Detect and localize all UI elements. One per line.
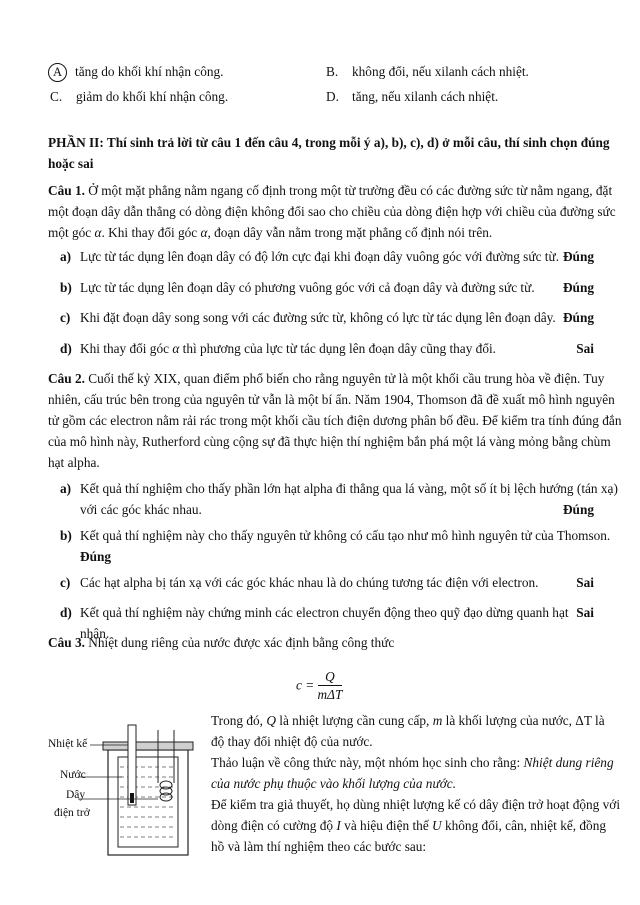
option-d[interactable] (326, 87, 498, 107)
q1-item-a-text: Lực từ tác dụng lên đoạn dây có độ lớn cực đại khi đoạn dây vuông góc với đường sức từ. (80, 249, 560, 264)
q3-p2-line1: Thảo luận về công thức này, một nhóm học sinh cho rằng: Nhiệt dung riêng (211, 755, 614, 770)
q3-label: Câu 3. (48, 635, 85, 650)
formula-denominator: mΔT (317, 687, 343, 702)
label-wire-2: điện trở (54, 807, 90, 819)
formula-numerator: Q (318, 668, 343, 686)
q1-item-d-answer: Sai (576, 341, 594, 356)
q2-item-a-line2: với các góc khác nhau. (80, 502, 202, 517)
q1-item-d-text: Khi thay đổi góc α thì phương của lực từ tác dụng lên đoạn dây cũng thay đổi. (80, 341, 496, 356)
option-a[interactable] (48, 62, 223, 82)
label-thermometer: Nhiệt kế (48, 738, 88, 750)
q3-p3-line1: Để kiểm tra giả thuyết, họ dùng nhiệt lượng kế có dây điện trở hoạt động với (211, 797, 621, 812)
q2-item-a[interactable]: a) Kết quả thí nghiệm cho thấy phần lớn hạt alpha đi thẳng qua lá vàng, một số ít bị lệch hướng (tán xạ) với các góc khác nhau. Đúng (60, 478, 594, 520)
q3-formula (296, 668, 342, 703)
option-a-text: tăng do khối khí nhận công. (75, 64, 224, 79)
option-b-letter: B. (326, 64, 339, 79)
q1-item-c-text: Khi đặt đoạn dây song song với các đường sức từ, không có lực từ tác dụng lên đoạn dây. (80, 310, 556, 325)
q1-item-a-answer: Đúng (562, 249, 594, 264)
q2-item-c-answer: Sai (576, 575, 594, 590)
q2-line3: tử gồm các electron nằm rải rác trong một khối cầu tích điện dương phân bố đều. Để kiểm tra tính đúng đắn (48, 413, 622, 428)
q1-line2: một đoạn dây dẫn thẳng có dòng điện không đổi sao cho chiều của dòng điện hợp với chiều của đường sức (48, 204, 616, 219)
q1-line1: Câu 1. Ở một mặt phẳng nằm ngang cố định trong một từ trường đều có các đường sức từ nằm ngang, đặt (48, 183, 613, 198)
q2-item-a-line1: Kết quả thí nghiệm cho thấy phần lớn hạt alpha đi thẳng qua lá vàng, một số ít bị lệch hướng (tán xạ) (80, 481, 618, 496)
q2-item-d-text: Kết quả thí nghiệm này chứng minh các electron chuyển động theo quỹ đạo dừng quanh hạt nhân. (80, 605, 569, 641)
formula-fraction (318, 668, 343, 703)
label-wire-1: Dây (66, 789, 86, 801)
q3-p3-line2: dòng điện có cường độ I và hiệu điện thế U không đổi, cân, nhiệt kế, đồng (211, 818, 606, 833)
q2-item-d-answer: Sai (576, 605, 594, 620)
q1-item-b-answer: Đúng (562, 280, 594, 295)
option-c[interactable] (50, 87, 228, 107)
option-b-text: không đổi, nếu xilanh cách nhiệt. (352, 64, 529, 79)
q1-label: Câu 1. (48, 183, 85, 198)
option-c-letter: C. (50, 89, 63, 104)
part2-heading-line1: PHẦN II: Thí sinh trả lời từ câu 1 đến câu 4, trong mỗi ý a), b), c), d) ở mỗi câu, thí sinh chọn đúng (48, 135, 610, 150)
option-d-text: tăng, nếu xilanh cách nhiệt. (352, 89, 499, 104)
q2-item-b-line1: Kết quả thí nghiệm này cho thấy nguyên tử không có cấu tạo như mô hình nguyên tử của Thomson. (80, 528, 611, 543)
label-water: Nước (60, 769, 86, 781)
q1-item-c-answer: Đúng (562, 310, 594, 325)
q2-line4: của mô hình này, Rutherford cùng cộng sự đã thực hiện thí nghiệm bắn phá một lá vàng mỏng bằng chùm (48, 434, 611, 449)
q2-item-b-answer: Đúng (80, 549, 112, 564)
q3-intro: Câu 3. Nhiệt dung riêng của nước được xác định bằng công thức (48, 635, 395, 650)
calorimeter-diagram (40, 715, 210, 865)
option-c-text: giảm do khối khí nhận công. (76, 89, 229, 104)
q2-line5: hạt alpha. (48, 455, 100, 470)
option-a-letter: A (48, 63, 67, 82)
q3-p1-line2: độ thay đổi nhiệt độ của nước. (211, 734, 373, 749)
q2-item-c-text: Các hạt alpha bị tán xạ với các góc khác nhau là do chúng tương tác điện với electron. (80, 575, 539, 590)
q3-p1-line1: Trong đó, Q là nhiệt lượng cần cung cấp, m là khối lượng của nước, ΔT là (211, 713, 605, 728)
q2-label: Câu 2. (48, 371, 85, 386)
q2-line1: Câu 2. Cuối thế kỷ XIX, quan điểm phổ biến cho rằng nguyên tử là một khối cầu trung hòa về điện. Tuy (48, 371, 605, 386)
q3-p3-line3: hồ và làm thí nghiệm theo các bước sau: (211, 839, 427, 854)
option-d-letter: D. (326, 89, 339, 104)
formula-lhs: c = (296, 677, 315, 693)
q1-line3: một góc α. Khi thay đổi góc α, đoạn dây vẫn nằm trong mặt phẳng cố định nói trên. (48, 225, 493, 240)
q2-item-a-answer: Đúng (562, 502, 594, 517)
q2-line2: nhiên, cấu trúc bên trong của nguyên tử vẫn là một bí ẩn. Năm 1904, Thomson đã đề xuất mô hình nguyên (48, 392, 615, 407)
q2-item-b[interactable]: b) Kết quả thí nghiệm này cho thấy nguyên tử không có cấu tạo như mô hình nguyên tử của Thomson. Đúng (60, 525, 594, 567)
part2-heading-line2: hoặc sai (48, 156, 94, 171)
q3-p2-line2: của nước phụ thuộc vào khối lượng của nước. (211, 776, 457, 791)
q1-item-b-text: Lực từ tác dụng lên đoạn dây có phương vuông góc với cả đoạn dây và đường sức từ. (80, 280, 535, 295)
option-b[interactable] (326, 62, 529, 82)
